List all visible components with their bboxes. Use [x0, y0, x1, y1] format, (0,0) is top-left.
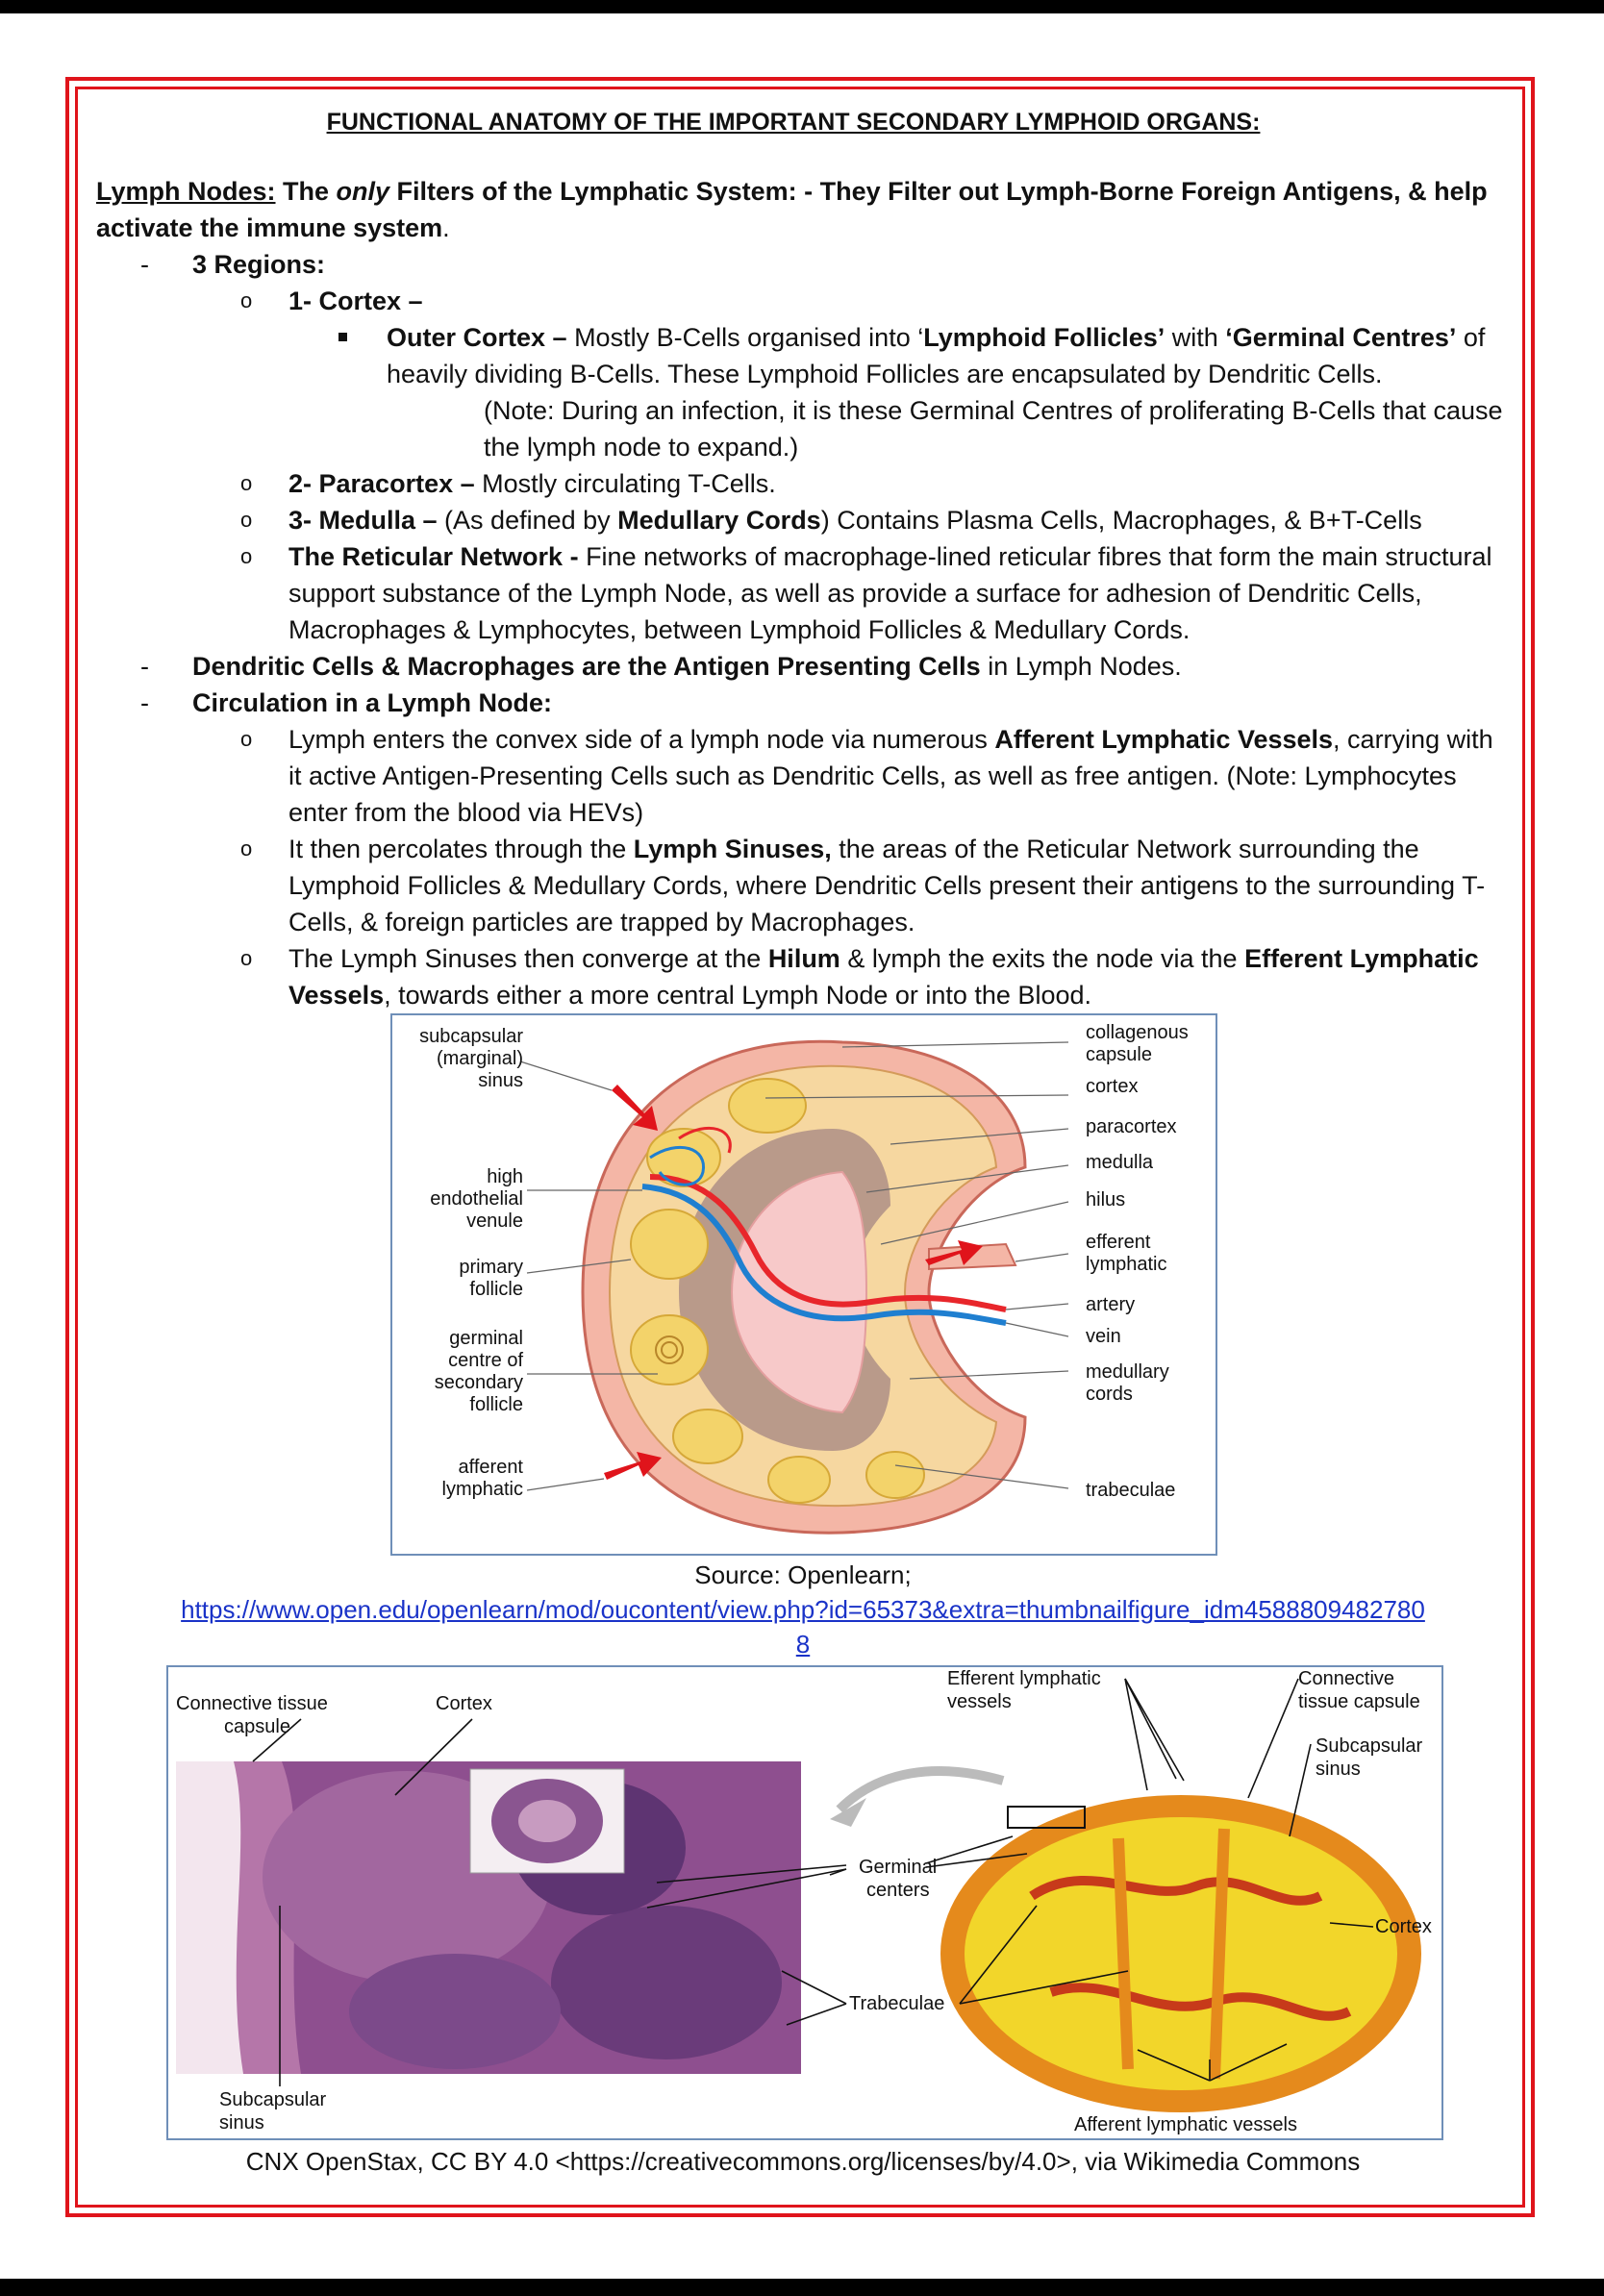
label-marginal: (marginal) — [436, 1048, 523, 1069]
page-title: FUNCTIONAL ANATOMY OF THE IMPORTANT SECONDARY LYMPHOID ORGANS: — [326, 109, 1261, 136]
label-connective-r: Connective — [1298, 1668, 1395, 1689]
list-item-regions — [96, 246, 1510, 283]
regions-label: 3 Regions: — [192, 250, 326, 279]
list-item-paracortex — [96, 465, 1510, 502]
label-vein: vein — [1086, 1326, 1121, 1347]
label-sinus-r: sinus — [1316, 1759, 1361, 1780]
label-cortex-l: Cortex — [436, 1693, 492, 1714]
circ-text: , carrying with it active Antigen-Presenting Cells such as Dendritic Cells, as well as free antigen. (Note: Lymphocytes enter from the blood via HEVs) — [288, 725, 1493, 827]
circle-bullet: o — [240, 471, 253, 495]
label-sinus: sinus — [478, 1070, 523, 1091]
lymph-node-micrograph-figure — [166, 1665, 1443, 2140]
reticular-label: The Reticular Network - — [288, 542, 579, 571]
paracortex-label: 2- Paracortex – — [288, 469, 475, 498]
label-centre-of: centre of — [448, 1350, 523, 1371]
cortex-label: 1- Cortex – — [288, 287, 423, 315]
label-medulla: medulla — [1086, 1152, 1154, 1173]
outer-cortex-label: Outer Cortex – — [387, 323, 567, 352]
label-follicle-2: follicle — [469, 1394, 523, 1415]
label-high: high — [487, 1166, 523, 1187]
label-subcapsular-l: Subcapsular — [219, 2089, 327, 2110]
label-centers: centers — [866, 1880, 930, 1901]
lead-paragraph — [96, 173, 1510, 246]
label-trabeculae: trabeculae — [1086, 1480, 1176, 1501]
circ-text: Lymph enters the convex side of a lymph node via numerous — [288, 725, 995, 754]
dash-bullet: - — [140, 250, 149, 279]
outer-cortex-bold: ‘Germinal Centres’ — [1225, 323, 1457, 352]
list-item-apc — [96, 648, 1510, 685]
label-subcapsular-r: Subcapsular — [1316, 1735, 1423, 1757]
document-body — [96, 104, 1510, 1013]
apc-text: in Lymph Nodes. — [980, 652, 1182, 681]
label-trabeculae-2: Trabeculae — [849, 1993, 945, 2014]
circle-bullet: o — [240, 288, 253, 312]
label-primary: primary — [459, 1257, 523, 1278]
label-vessels: vessels — [947, 1691, 1012, 1712]
label-paracortex: paracortex — [1086, 1116, 1177, 1137]
dash-bullet: - — [140, 688, 149, 717]
label-sinus-l: sinus — [219, 2112, 264, 2134]
label-lymphatic-r: lymphatic — [1086, 1254, 1167, 1275]
top-black-bar — [0, 0, 1604, 13]
circ-bold: Efferent Lymphatic Vessels — [288, 944, 1479, 1010]
label-afferent-vessels: Afferent lymphatic vessels — [1074, 2114, 1297, 2135]
circ-bold: Lymph Sinuses, — [633, 835, 832, 863]
apc-bold: Dendritic Cells & Macrophages are the Antigen Presenting Cells — [192, 652, 981, 681]
lead-text: Filters of the Lymphatic System: - They Filter out Lymph-Borne Foreign Antigens, & help activate the immune system — [96, 177, 1488, 242]
label-venule: venule — [466, 1210, 523, 1232]
list-item-reticular — [96, 538, 1510, 648]
circle-bullet: o — [240, 727, 253, 751]
source-link[interactable]: https://www.open.edu/openlearn/mod/oucontent/view.php?id=65373&extra=thumbnailfigure_idm4588809482780 — [181, 1595, 1425, 1624]
source-label: Source: Openlearn; — [694, 1560, 912, 1589]
outer-cortex-text: with — [1165, 323, 1226, 352]
list-item-outer-cortex — [96, 319, 1510, 392]
circ-text: & lymph the exits the node via the — [840, 944, 1245, 973]
list-item-circ-1 — [96, 721, 1510, 831]
label-follicle: follicle — [469, 1279, 523, 1300]
medulla-label: 3- Medulla – — [288, 506, 438, 535]
outer-cortex-bold: Lymphoid Follicles’ — [923, 323, 1165, 352]
label-efferent-vessels: Efferent lymphatic — [947, 1668, 1101, 1689]
list-item-medulla — [96, 502, 1510, 538]
lead-emphasis: only — [336, 177, 390, 206]
label-connective-tissue: Connective tissue — [176, 1693, 328, 1714]
circ-bold: Afferent Lymphatic Vessels — [994, 725, 1334, 754]
circ-text: the areas of the Reticular Network surrounding the Lymphoid Follicles & Medullary Cords, where Dendritic Cells present their antigens to the surrounding T-Cells, & foreign particles are trapped by Macrophages. — [288, 835, 1486, 936]
lead-heading: Lymph Nodes: — [96, 177, 276, 206]
outer-cortex-text: of heavily dividing B-Cells. These Lymphoid Follicles are encapsulated by Dendritic Cells. — [387, 323, 1486, 388]
list-item-circulation — [96, 685, 1510, 721]
label-hilus: hilus — [1086, 1189, 1126, 1210]
circ-bold: Hilum — [767, 944, 840, 973]
lymph-node-diagram — [390, 1013, 1217, 1556]
reticular-text: Fine networks of macrophage-lined reticular fibres that form the main structural support substance of the Lymph Node, as well as provide a surface for adhesion of Dendritic Cells, Macrophages & Lymphocytes, between Lymphoid Follicles & Medullary Cords. — [288, 542, 1492, 644]
list-item-circ-2 — [96, 831, 1510, 940]
source-link-end[interactable]: 8 — [795, 1630, 811, 1659]
label-tissue-capsule: tissue capsule — [1298, 1691, 1420, 1712]
lead-text: The — [275, 177, 337, 206]
square-bullet — [338, 333, 347, 341]
label-lymphatic: lymphatic — [441, 1479, 523, 1500]
source-caption — [96, 1558, 1510, 1661]
medulla-text: ) Contains Plasma Cells, Macrophages, & B+T-Cells — [820, 506, 1422, 535]
medulla-text: (As defined by — [437, 506, 618, 535]
outer-cortex-text: Mostly B-Cells organised into ‘ — [566, 323, 924, 352]
label-efferent: efferent — [1086, 1232, 1151, 1253]
label-capsule-l: capsule — [224, 1716, 290, 1737]
paracortex-text: Mostly circulating T-Cells. — [474, 469, 776, 498]
circle-bullet: o — [240, 836, 253, 861]
bottom-black-bar — [0, 2279, 1604, 2296]
image-credit: CNX OpenStax, CC BY 4.0 <https://creativecommons.org/licenses/by/4.0>, via Wikimedia Commons — [245, 2147, 1361, 2176]
label-afferent: afferent — [458, 1457, 523, 1478]
label-endothelial: endothelial — [430, 1188, 523, 1210]
circ-text: , towards either a more central Lymph Node or into the Blood. — [384, 981, 1091, 1010]
circulation-label: Circulation in a Lymph Node: — [192, 688, 553, 717]
label-capsule: capsule — [1086, 1044, 1152, 1065]
note-infection: (Note: During an infection, it is these Germinal Centres of proliferating B-Cells that cause the lymph node to expand.) — [484, 396, 1503, 462]
label-subcapsular: subcapsular — [419, 1026, 523, 1047]
label-cortex-r: Cortex — [1375, 1916, 1432, 1937]
circle-bullet: o — [240, 544, 253, 568]
label-artery: artery — [1086, 1294, 1136, 1315]
label-secondary: secondary — [434, 1372, 523, 1393]
label-cortex: cortex — [1086, 1076, 1139, 1097]
circ-text: It then percolates through the — [288, 835, 634, 863]
circle-bullet: o — [240, 946, 253, 970]
medulla-bold: Medullary Cords — [617, 506, 821, 535]
lead-text: . — [442, 213, 450, 242]
label-germinal: germinal — [449, 1328, 523, 1349]
label-germinal-centers: Germinal — [859, 1857, 938, 1878]
circ-text: The Lymph Sinuses then converge at the — [288, 944, 768, 973]
circle-bullet: o — [240, 508, 253, 532]
label-collagenous: collagenous — [1086, 1022, 1189, 1043]
label-medullary: medullary — [1086, 1361, 1169, 1383]
list-item-circ-3 — [96, 940, 1510, 1013]
list-item-cortex — [96, 283, 1510, 319]
label-cords: cords — [1086, 1384, 1133, 1405]
dash-bullet: - — [140, 652, 149, 681]
